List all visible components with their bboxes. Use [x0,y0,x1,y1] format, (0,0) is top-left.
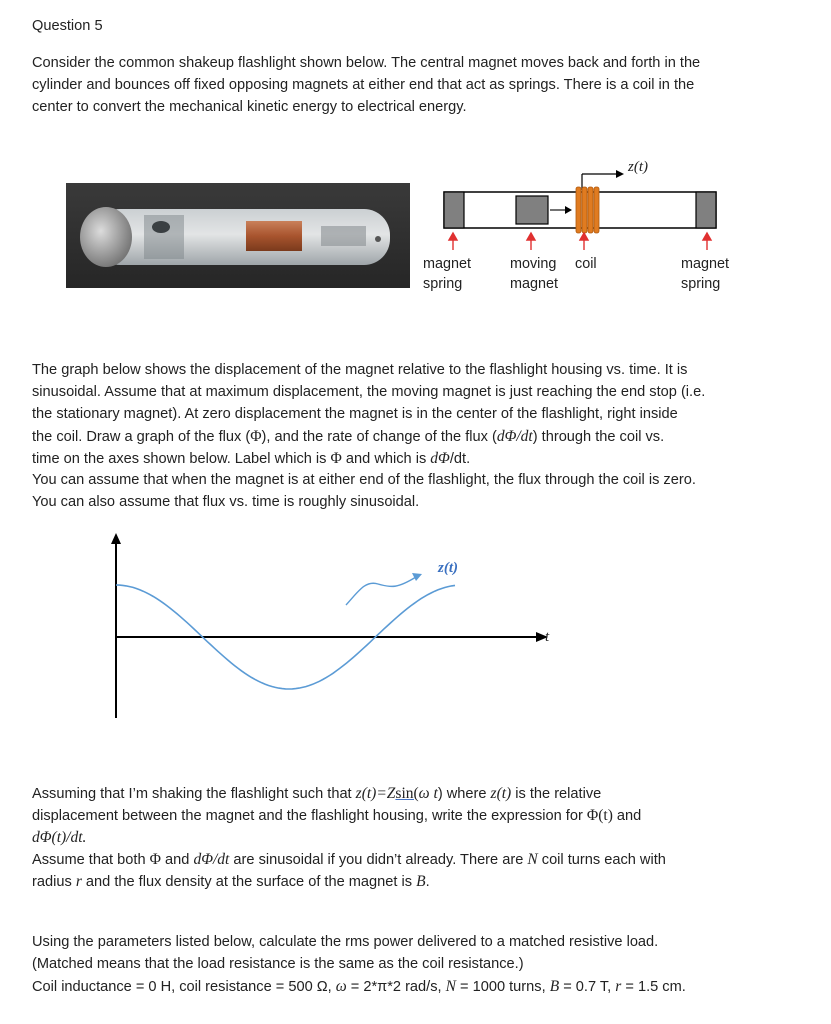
label-coil: coil [575,256,597,272]
p3-line-5: radius r and the flux density at the surface of the magnet is B. [32,873,430,890]
displacement-graph [100,530,560,725]
p2-line-3: the stationary magnet). At zero displacement the magnet is in the center of the flashlight, right inside [32,406,678,422]
p2-line-7: You can also assume that flux vs. time is roughly sinusoidal. [32,494,420,510]
p2-line-2: sinusoidal. Assume that at maximum displacement, the moving magnet is just reaching the end stop (i.e. [32,384,706,400]
p2-line-4: the coil. Draw a graph of the flux (Φ), and the rate of change of the flux (dΦ/dt) through the coil vs. [32,428,665,445]
p4-line-3: Coil inductance = 0 H, coil resistance = 500 Ω, ω = 2*π*2 rad/s, N = 1000 turns, B = 0.7 T, r = 1.5 cm. [32,978,686,995]
z-label-callout [346,577,416,605]
intro-line-2: cylinder and bounces off fixed opposing magnets at either end that act as springs. There is a coil in the [32,77,695,93]
question-title: Question 5 [32,18,103,34]
t-axis-label: t [545,629,550,645]
p3-line-1: Assuming that I’m shaking the flashlight such that z(t)=Zsin(ω t) where z(t) is the relative [32,785,602,802]
z-label-diagram: z(t) [628,159,648,175]
p2-line-6: You can assume that when the magnet is at either end of the flashlight, the flux through the coil is zero. [32,472,696,488]
y-axis-arrow [111,533,121,544]
left-magnet-spring [444,192,464,228]
right-magnet-spring [696,192,716,228]
intro-line-3: center to convert the mechanical kinetic energy to electrical energy. [32,99,467,115]
p2-line-1: The graph below shows the displacement of the magnet relative to the flashlight housing vs. time. It is [32,362,688,378]
p2-line-5: time on the axes shown below. Label which is Φ and which is dΦ/dt. [32,450,471,467]
p3-line-3: dΦ(t)/dt. [32,829,87,846]
flashlight-photo [66,183,410,288]
p3-line-2: displacement between the magnet and the flashlight housing, write the expression for Φ(t) and [32,807,642,824]
intro-line-1: Consider the common shakeup flashlight shown below. The central magnet moves back and forth in the [32,55,701,71]
label-moving-magnet: moving magnet [510,256,558,292]
z-curve-label: z(t) [438,560,458,576]
p4-line-2: (Matched means that the load resistance is the same as the coil resistance.) [32,956,524,972]
p4-line-1: Using the parameters listed below, calculate the rms power delivered to a matched resistive load. [32,934,659,950]
moving-magnet [516,196,548,224]
label-magnet-spring-left: magnet spring [423,256,471,292]
label-magnet-spring-right: magnet spring [681,256,729,292]
p3-line-4: Assume that both Φ and dΦ/dt are sinusoidal if you didn’t already. There are N coil turns each with [32,851,666,868]
